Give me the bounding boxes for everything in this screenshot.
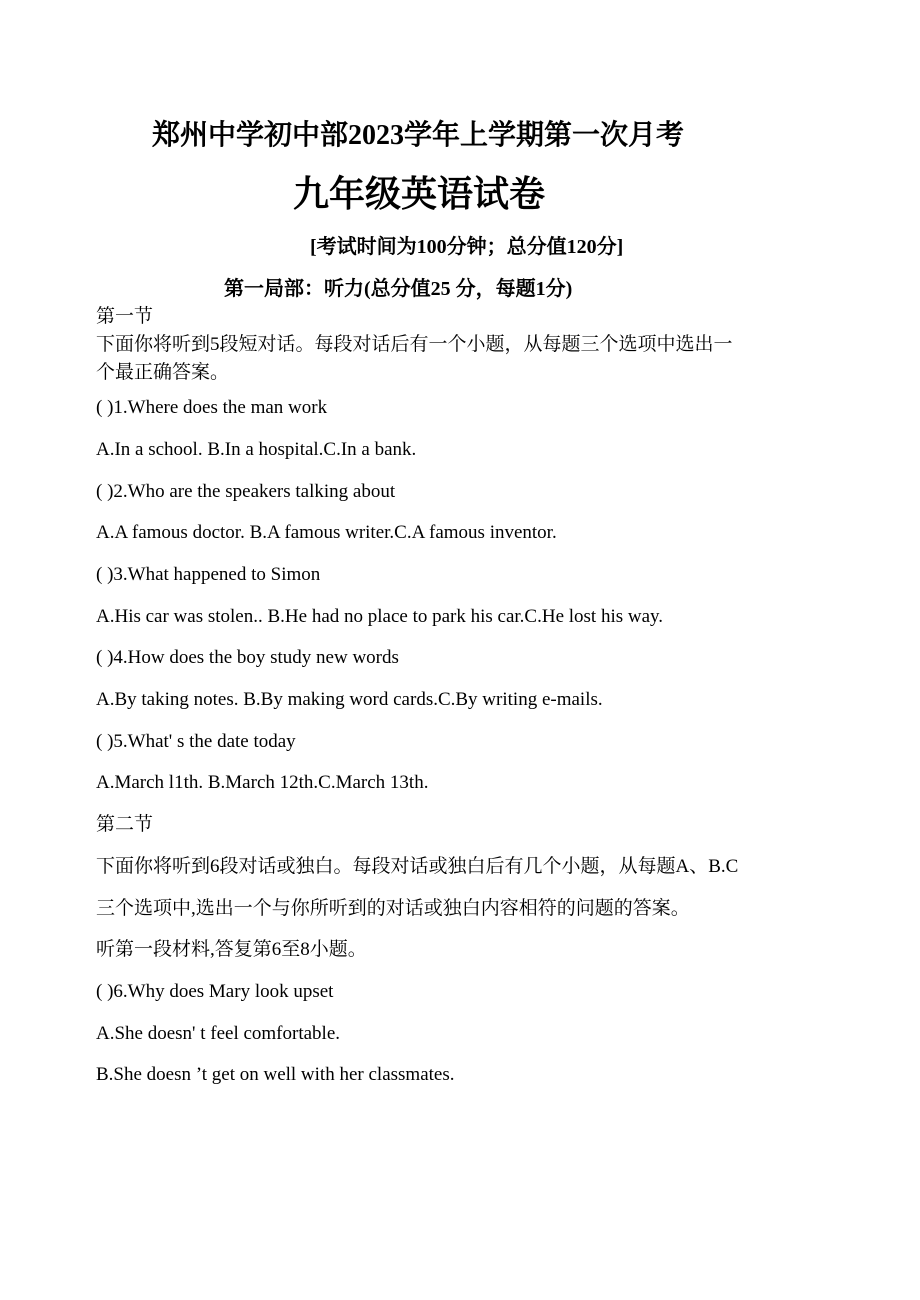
material-intro: 听第一段材料,答复第6至8小题。 xyxy=(96,939,367,960)
question-2-stem: ( )2.Who are the speakers talking about xyxy=(96,481,396,502)
paper-title: 九年级英语试卷 xyxy=(293,174,546,214)
section1-label: 第一节 xyxy=(96,306,154,327)
section1-instruction-line2: 个最正确答案。 xyxy=(96,362,230,383)
section1-instruction-line1: 下面你将听到5段短对话。每段对话后有一个小题，从每题三个选项中选出一 xyxy=(96,334,733,355)
exam-info: [考试时间为100分钟；总分值120分] xyxy=(310,236,624,258)
question-1-stem: ( )1.Where does the man work xyxy=(96,397,328,418)
section2-label: 第二节 xyxy=(96,814,154,835)
part1-title: 第一局部：听力(总分值25 分，每题1分) xyxy=(224,278,573,300)
question-2-options: A.A famous doctor. B.A famous writer.C.A famous inventor. xyxy=(96,522,557,543)
question-6-option-b: B.She doesn ’t get on well with her classmates. xyxy=(96,1064,455,1085)
section2-instruction-line1: 下面你将听到6段对话或独白。每段对话或独白后有几个小题，从每题A、B.C xyxy=(96,856,739,877)
section2-instruction-line2: 三个选项中,选出一个与你所听到的对话或独白内容相符的问题的答案。 xyxy=(96,898,690,919)
question-1-options: A.In a school. B.In a hospital.C.In a bank. xyxy=(96,439,417,460)
question-3-stem: ( )3.What happened to Simon xyxy=(96,564,321,585)
question-5-stem: ( )5.What' s the date today xyxy=(96,731,296,752)
question-4-stem: ( )4.How does the boy study new words xyxy=(96,647,399,668)
school-title: 郑州中学初中部2023学年上学期第一次月考 xyxy=(152,120,685,151)
question-3-options: A.His car was stolen.. B.He had no place to park his car.C.He lost his way. xyxy=(96,606,664,627)
question-6-stem: ( )6.Why does Mary look upset xyxy=(96,981,334,1002)
question-6-option-a: A.She doesn' t feel comfortable. xyxy=(96,1023,341,1044)
question-4-options: A.By taking notes. B.By making word cards.C.By writing e-mails. xyxy=(96,689,603,710)
question-5-options: A.March l1th. B.March 12th.C.March 13th. xyxy=(96,772,429,793)
